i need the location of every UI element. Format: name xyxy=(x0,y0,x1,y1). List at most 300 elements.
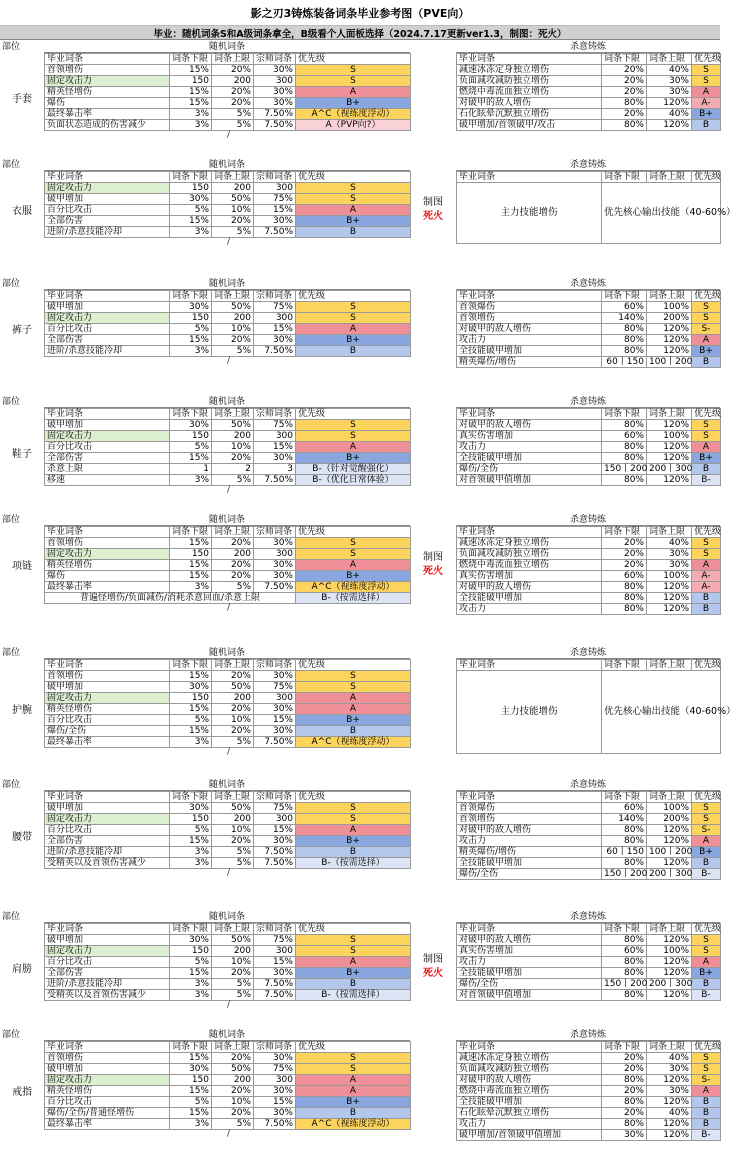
shayi-low: 80% xyxy=(602,825,647,836)
shayi-title: 杀意铸炼 xyxy=(456,648,720,659)
random-header-cell: 毕业词条 xyxy=(45,660,170,671)
affix-priority: B xyxy=(296,979,411,990)
affix-name: 固定攻击力 xyxy=(45,431,170,442)
shayi-name: 对破甲的敌人增伤 xyxy=(457,582,602,593)
shayi-low: 20% xyxy=(602,1108,647,1119)
shayi-row xyxy=(457,858,721,869)
part-name: 肩膀 xyxy=(12,963,32,975)
shayi-high: 30% xyxy=(647,76,692,87)
random-header-row xyxy=(45,527,411,538)
shayi-name: 精英爆伤/增伤 xyxy=(457,357,602,368)
shayi-priority: S xyxy=(692,946,721,957)
random-header-cell: 词条下限 xyxy=(170,291,212,302)
affix-name: 固定攻击力 xyxy=(45,76,170,87)
shayi-row xyxy=(457,1053,721,1064)
random-row xyxy=(45,98,411,109)
shayi-name: 减速冰冻定身独立增伤 xyxy=(457,538,602,549)
shayi-header-cell: 词条下限 xyxy=(602,409,647,420)
affix-master: 300 xyxy=(254,814,296,825)
affix-name: 精英怪增伤 xyxy=(45,560,170,571)
affix-priority: B xyxy=(296,227,411,238)
shayi-header-cell: 优先级 xyxy=(692,409,721,420)
random-header-cell: 毕业词条 xyxy=(45,1042,170,1053)
shayi-name: 全技能破甲增加 xyxy=(457,346,602,357)
random-header-cell: 词条下限 xyxy=(170,792,212,803)
random-header-cell: 词条下限 xyxy=(170,660,212,671)
affix-name: 杀意上限 xyxy=(45,464,170,475)
shayi-row xyxy=(457,1086,721,1097)
random-header-cell: 词条上限 xyxy=(212,660,254,671)
affix-high: 20% xyxy=(212,968,254,979)
shayi-name: 首领增伤 xyxy=(457,814,602,825)
affix-name: 固定攻击力 xyxy=(45,946,170,957)
affix-priority: B+ xyxy=(296,571,411,582)
extra-priority: B-（按需选择） xyxy=(296,593,411,604)
random-table xyxy=(44,791,411,869)
affix-low: 3% xyxy=(170,990,212,1001)
random-header-cell: 毕业词条 xyxy=(45,291,170,302)
affix-high: 20% xyxy=(212,671,254,682)
shayi-low: 60% xyxy=(602,803,647,814)
affix-master: 30% xyxy=(254,726,296,737)
affix-master: 15% xyxy=(254,1097,296,1108)
section-3 xyxy=(0,397,720,499)
affix-master: 30% xyxy=(254,87,296,98)
affix-master: 30% xyxy=(254,453,296,464)
shayi-high: 100% xyxy=(647,571,692,582)
shayi-name: 首领爆伤 xyxy=(457,803,602,814)
shayi-priority: B- xyxy=(692,869,721,880)
affix-priority: B xyxy=(296,726,411,737)
affix-name: 爆伤/全伤/普通怪增伤 xyxy=(45,1108,170,1119)
shayi-name: 全技能破甲增加 xyxy=(457,453,602,464)
affix-high: 10% xyxy=(212,957,254,968)
shayi-priority: B xyxy=(692,120,721,131)
shayi-priority: B+ xyxy=(692,109,721,120)
shayi-low: 80% xyxy=(602,1119,647,1130)
credit-block xyxy=(412,196,454,224)
shayi-title: 杀意铸炼 xyxy=(456,1030,720,1041)
shayi-name: 攻击力 xyxy=(457,604,602,615)
affix-high: 10% xyxy=(212,442,254,453)
affix-master: 7.50% xyxy=(254,120,296,131)
random-row xyxy=(45,442,411,453)
random-row xyxy=(45,858,411,869)
affix-priority: S xyxy=(296,549,411,560)
affix-name: 最终暴击率 xyxy=(45,737,170,748)
shayi-high: 120% xyxy=(647,346,692,357)
shayi-header-cell: 词条上限 xyxy=(647,172,692,183)
affix-name: 进阶/杀意技能冷却 xyxy=(45,346,170,357)
shayi-row xyxy=(457,957,721,968)
affix-low: 15% xyxy=(170,671,212,682)
affix-master: 30% xyxy=(254,1053,296,1064)
affix-low: 1 xyxy=(170,464,212,475)
shayi-block xyxy=(456,160,736,244)
affix-low: 15% xyxy=(170,216,212,227)
shayi-block xyxy=(456,1030,720,1141)
affix-priority: B-（按需选择） xyxy=(296,990,411,1001)
affix-low: 15% xyxy=(170,538,212,549)
shayi-header-row xyxy=(457,409,721,420)
random-row xyxy=(45,836,411,847)
affix-low: 3% xyxy=(170,847,212,858)
shayi-low: 60% xyxy=(602,571,647,582)
shayi-priority: S xyxy=(692,420,721,431)
shayi-header-cell: 词条上限 xyxy=(647,924,692,935)
shayi-name: 破甲增加/首领破甲/攻击 xyxy=(457,120,602,131)
shayi-row xyxy=(457,803,721,814)
shayi-header-cell: 毕业词条 xyxy=(457,527,602,538)
shayi-high: 30% xyxy=(647,549,692,560)
shayi-high: 100% xyxy=(647,431,692,442)
shayi-name: 对首领破甲值增加 xyxy=(457,990,602,1001)
affix-master: 300 xyxy=(254,1075,296,1086)
shayi-low: 60% xyxy=(602,302,647,313)
random-header-cell: 毕业词条 xyxy=(45,409,170,420)
shayi-row xyxy=(457,990,721,1001)
affix-master: 7.50% xyxy=(254,1119,296,1130)
shayi-row xyxy=(457,968,721,979)
shayi-table xyxy=(456,53,721,131)
random-table xyxy=(44,290,411,357)
affix-name: 百分比攻击 xyxy=(45,1097,170,1108)
shayi-header-cell: 优先级 xyxy=(692,54,721,65)
affix-low: 15% xyxy=(170,836,212,847)
shayi-priority: B xyxy=(692,357,721,368)
affix-high: 20% xyxy=(212,453,254,464)
affix-priority: B+ xyxy=(296,1097,411,1108)
affix-priority: S xyxy=(296,420,411,431)
affix-priority: A xyxy=(296,442,411,453)
affix-high: 5% xyxy=(212,979,254,990)
shayi-low: 80% xyxy=(602,957,647,968)
random-block xyxy=(44,397,410,495)
affix-master: 75% xyxy=(254,803,296,814)
random-extra-row xyxy=(45,593,411,604)
shayi-high: 40% xyxy=(647,538,692,549)
shayi-header-row xyxy=(457,792,721,803)
shayi-priority: B- xyxy=(692,475,721,486)
affix-master: 3 xyxy=(254,464,296,475)
shayi-low: 80% xyxy=(602,1075,647,1086)
shayi-low: 80% xyxy=(602,935,647,946)
shayi-low: 150丨200 xyxy=(602,979,647,990)
shayi-header-cell: 词条上限 xyxy=(647,54,692,65)
random-title: 随机词条 xyxy=(44,397,410,408)
shayi-priority: A xyxy=(692,836,721,847)
shayi-name: 减速冰冻定身独立增伤 xyxy=(457,65,602,76)
shayi-name: 对破甲的敌人增伤 xyxy=(457,324,602,335)
random-block xyxy=(44,160,410,247)
affix-name: 固定攻击力 xyxy=(45,814,170,825)
shayi-row xyxy=(457,538,721,549)
shayi-priority: A- xyxy=(692,582,721,593)
shayi-title: 杀意铸炼 xyxy=(456,279,720,290)
shayi-high: 100% xyxy=(647,946,692,957)
random-row xyxy=(45,560,411,571)
section-5 xyxy=(0,648,736,761)
random-row xyxy=(45,847,411,858)
random-header-cell: 优先级 xyxy=(296,291,411,302)
random-header-cell: 词条上限 xyxy=(212,792,254,803)
random-header-cell: 宗师词条 xyxy=(254,172,296,183)
affix-high: 20% xyxy=(212,560,254,571)
affix-high: 50% xyxy=(212,302,254,313)
affix-low: 150 xyxy=(170,693,212,704)
affix-low: 150 xyxy=(170,814,212,825)
affix-master: 7.50% xyxy=(254,475,296,486)
affix-name: 破甲增加 xyxy=(45,935,170,946)
affix-priority: A^C（视练度浮动） xyxy=(296,109,411,120)
shayi-block xyxy=(456,515,720,615)
affix-high: 10% xyxy=(212,825,254,836)
shayi-low: 60% xyxy=(602,946,647,957)
affix-priority: S xyxy=(296,1053,411,1064)
affix-master: 7.50% xyxy=(254,109,296,120)
random-row xyxy=(45,205,411,216)
shayi-header-cell: 毕业词条 xyxy=(457,924,602,935)
affix-high: 20% xyxy=(212,836,254,847)
shayi-name: 燃烧中毒流血独立增伤 xyxy=(457,1086,602,1097)
shayi-low: 20% xyxy=(602,538,647,549)
part-header: 部位 xyxy=(2,1030,21,1040)
shayi-header-cell: 词条上限 xyxy=(647,660,692,671)
shayi-name: 首领爆伤 xyxy=(457,302,602,313)
shayi-priority: S xyxy=(692,803,721,814)
affix-name: 全部伤害 xyxy=(45,968,170,979)
random-row xyxy=(45,979,411,990)
affix-priority: A xyxy=(296,693,411,704)
shayi-low: 60丨150 xyxy=(602,357,647,368)
random-row xyxy=(45,87,411,98)
shayi-header-cell: 词条上限 xyxy=(647,527,692,538)
shayi-high: 100丨200 xyxy=(647,357,692,368)
affix-priority: A xyxy=(296,87,411,98)
affix-low: 150 xyxy=(170,431,212,442)
affix-priority: S xyxy=(296,183,411,194)
affix-master: 75% xyxy=(254,935,296,946)
slash-mark: / xyxy=(227,1000,231,1010)
random-header-cell: 优先级 xyxy=(296,924,411,935)
shayi-name: 真实伤害增加 xyxy=(457,431,602,442)
random-title: 随机词条 xyxy=(44,780,410,791)
shayi-priority: B xyxy=(692,979,721,990)
slash-mark: / xyxy=(227,603,231,613)
affix-high: 50% xyxy=(212,803,254,814)
shayi-row xyxy=(457,431,721,442)
random-header-cell: 优先级 xyxy=(296,527,411,538)
affix-name: 进阶/杀意技能冷却 xyxy=(45,979,170,990)
core-skill: 主力技能增伤 xyxy=(457,183,602,244)
affix-low: 3% xyxy=(170,120,212,131)
random-header-row xyxy=(45,172,411,183)
shayi-row xyxy=(457,1119,721,1130)
affix-low: 150 xyxy=(170,313,212,324)
shayi-priority: S xyxy=(692,814,721,825)
affix-low: 5% xyxy=(170,324,212,335)
shayi-name: 对破甲的敌人增伤 xyxy=(457,1075,602,1086)
random-header-cell: 毕业词条 xyxy=(45,172,170,183)
shayi-row xyxy=(457,1064,721,1075)
affix-priority: A^C（视练度浮动） xyxy=(296,582,411,593)
affix-priority: B-（优化日常体验） xyxy=(296,475,411,486)
affix-master: 7.50% xyxy=(254,582,296,593)
slash-mark: / xyxy=(227,747,231,757)
random-row xyxy=(45,302,411,313)
shayi-header-cell: 优先级 xyxy=(692,924,721,935)
shayi-low: 80% xyxy=(602,442,647,453)
random-header-cell: 词条上限 xyxy=(212,1042,254,1053)
affix-master: 30% xyxy=(254,968,296,979)
slash-mark: / xyxy=(227,485,231,495)
affix-name: 受精英以及首领伤害减少 xyxy=(45,990,170,1001)
affix-name: 精英怪增伤 xyxy=(45,87,170,98)
random-row xyxy=(45,464,411,475)
shayi-priority: S xyxy=(692,538,721,549)
random-table xyxy=(44,923,411,1001)
random-row xyxy=(45,825,411,836)
shayi-low: 20% xyxy=(602,76,647,87)
random-header-cell: 优先级 xyxy=(296,54,411,65)
affix-high: 5% xyxy=(212,109,254,120)
slash-mark: / xyxy=(227,356,231,366)
affix-name: 首领增伤 xyxy=(45,65,170,76)
shayi-priority: B xyxy=(692,1108,721,1119)
shayi-table xyxy=(456,791,721,880)
affix-priority: S xyxy=(296,431,411,442)
affix-low: 15% xyxy=(170,704,212,715)
shayi-header-cell: 优先级 xyxy=(692,172,721,183)
affix-low: 30% xyxy=(170,935,212,946)
shayi-row xyxy=(457,109,721,120)
affix-master: 300 xyxy=(254,549,296,560)
affix-low: 5% xyxy=(170,442,212,453)
shayi-header-cell: 毕业词条 xyxy=(457,172,602,183)
part-name: 衣服 xyxy=(12,206,32,217)
shayi-row xyxy=(457,935,721,946)
shayi-row xyxy=(457,549,721,560)
affix-master: 75% xyxy=(254,1064,296,1075)
affix-master: 30% xyxy=(254,560,296,571)
affix-master: 15% xyxy=(254,442,296,453)
random-header-cell: 词条下限 xyxy=(170,924,212,935)
shayi-high: 120% xyxy=(647,582,692,593)
affix-priority: S xyxy=(296,671,411,682)
affix-master: 7.50% xyxy=(254,979,296,990)
affix-name: 移速 xyxy=(45,475,170,486)
credit-label: 制图 xyxy=(423,196,443,208)
random-row xyxy=(45,1064,411,1075)
shayi-high: 120% xyxy=(647,858,692,869)
affix-name: 破甲增加 xyxy=(45,194,170,205)
shayi-low: 80% xyxy=(602,453,647,464)
section-7 xyxy=(0,912,720,1014)
random-row xyxy=(45,957,411,968)
affix-high: 5% xyxy=(212,227,254,238)
affix-priority: A^C（视练度浮动） xyxy=(296,1119,411,1130)
shayi-row xyxy=(457,357,721,368)
affix-high: 20% xyxy=(212,87,254,98)
affix-high: 50% xyxy=(212,682,254,693)
random-header-cell: 词条上限 xyxy=(212,527,254,538)
affix-high: 10% xyxy=(212,1097,254,1108)
shayi-priority: B xyxy=(692,858,721,869)
random-row xyxy=(45,183,411,194)
random-row xyxy=(45,453,411,464)
shayi-priority: S xyxy=(692,313,721,324)
affix-name: 全部伤害 xyxy=(45,335,170,346)
affix-master: 30% xyxy=(254,216,296,227)
shayi-high: 200丨300 xyxy=(647,464,692,475)
shayi-low: 30% xyxy=(602,1130,647,1141)
shayi-high: 120% xyxy=(647,825,692,836)
affix-priority: B+ xyxy=(296,335,411,346)
shayi-name: 对破甲的敌人增伤 xyxy=(457,420,602,431)
affix-high: 10% xyxy=(212,715,254,726)
random-row xyxy=(45,1075,411,1086)
shayi-row xyxy=(457,571,721,582)
shayi-row xyxy=(457,453,721,464)
shayi-low: 60% xyxy=(602,431,647,442)
shayi-header-row xyxy=(457,54,721,65)
affix-high: 5% xyxy=(212,582,254,593)
random-block xyxy=(44,42,410,140)
random-row xyxy=(45,726,411,737)
affix-name: 百分比攻击 xyxy=(45,825,170,836)
random-block xyxy=(44,648,410,757)
shayi-priority: B xyxy=(692,464,721,475)
affix-low: 5% xyxy=(170,715,212,726)
random-block xyxy=(44,912,410,1010)
affix-master: 30% xyxy=(254,1086,296,1097)
shayi-title: 杀意铸炼 xyxy=(456,515,720,526)
affix-priority: S xyxy=(296,313,411,324)
shayi-name: 全技能破甲增加 xyxy=(457,1097,602,1108)
affix-name: 爆伤 xyxy=(45,571,170,582)
shayi-high: 120% xyxy=(647,935,692,946)
affix-priority: S xyxy=(296,935,411,946)
affix-priority: S xyxy=(296,1064,411,1075)
shayi-low: 80% xyxy=(602,1097,647,1108)
shayi-block xyxy=(456,912,720,1001)
random-header-cell: 毕业词条 xyxy=(45,54,170,65)
shayi-header-cell: 毕业词条 xyxy=(457,1042,602,1053)
shayi-table xyxy=(456,923,721,1001)
random-header-cell: 宗师词条 xyxy=(254,54,296,65)
shayi-row xyxy=(457,313,721,324)
shayi-name: 燃烧中毒流血独立增伤 xyxy=(457,560,602,571)
random-title: 随机词条 xyxy=(44,912,410,923)
affix-priority: A xyxy=(296,1075,411,1086)
shayi-high: 30% xyxy=(647,1064,692,1075)
affix-high: 20% xyxy=(212,65,254,76)
random-title: 随机词条 xyxy=(44,279,410,290)
affix-master: 30% xyxy=(254,704,296,715)
affix-high: 10% xyxy=(212,205,254,216)
random-title: 随机词条 xyxy=(44,648,410,659)
affix-priority: S xyxy=(296,65,411,76)
affix-name: 百分比攻击 xyxy=(45,324,170,335)
affix-priority: A xyxy=(296,1086,411,1097)
affix-low: 15% xyxy=(170,335,212,346)
affix-name: 破甲增加 xyxy=(45,682,170,693)
core-row xyxy=(457,183,721,244)
affix-priority: S xyxy=(296,302,411,313)
core-priority: 优先核心输出技能（40-60%） xyxy=(602,671,721,754)
shayi-title: 杀意铸炼 xyxy=(456,912,720,923)
random-row xyxy=(45,571,411,582)
